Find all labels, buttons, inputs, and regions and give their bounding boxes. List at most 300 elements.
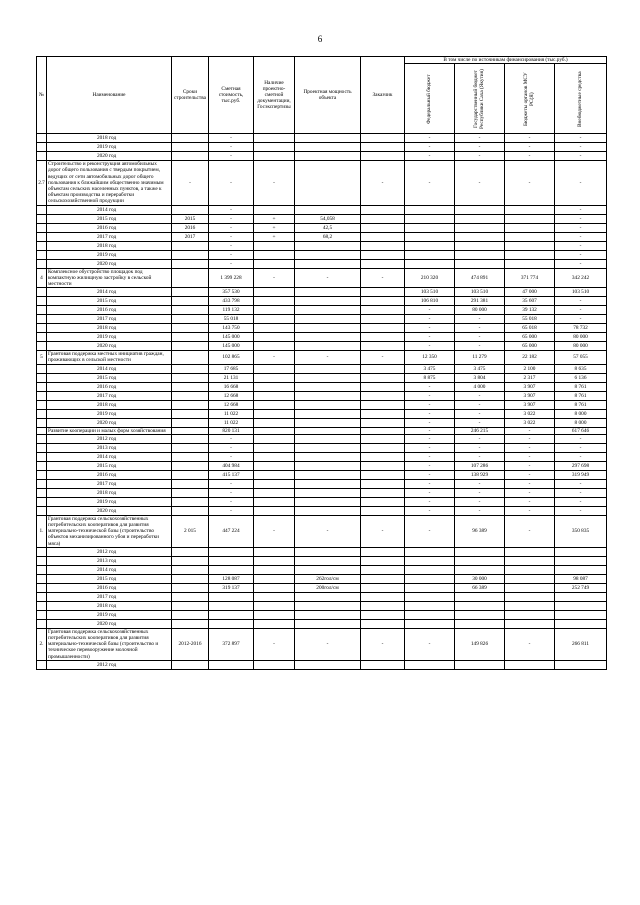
row-state: - (455, 342, 505, 351)
row-terms (172, 306, 209, 315)
row-num (37, 497, 47, 506)
row-name: 2016 год (47, 223, 172, 232)
row-capacity (295, 409, 361, 418)
row-capacity (295, 565, 361, 574)
row-capacity (295, 610, 361, 619)
row-extra: 57 055 (555, 351, 607, 364)
row-name: 2017 год (47, 315, 172, 324)
row-capacity (295, 259, 361, 268)
row-local: 2 100 (505, 364, 555, 373)
row-num (37, 400, 47, 409)
row-name: 2018 год (47, 134, 172, 143)
row-docs (254, 488, 295, 497)
row-cost: 102 865 (209, 351, 254, 364)
row-customer (361, 479, 405, 488)
table-row (37, 223, 607, 232)
row-terms (172, 297, 209, 306)
row-local: - (505, 134, 555, 143)
row-name: 2017 год (47, 592, 172, 601)
row-terms (172, 660, 209, 669)
row-federal: 3 475 (405, 364, 455, 373)
row-customer: - (361, 161, 405, 205)
row-federal: - (405, 400, 455, 409)
row-cost: 17 685 (209, 364, 254, 373)
table-row (37, 619, 607, 628)
row-terms (172, 205, 209, 214)
row-extra: - (555, 452, 607, 461)
row-num (37, 434, 47, 443)
row-name: 2016 год (47, 382, 172, 391)
row-customer (361, 488, 405, 497)
table-row (37, 488, 607, 497)
row-capacity: 42,5 (295, 223, 361, 232)
row-federal: - (405, 497, 455, 506)
row-state (455, 660, 505, 669)
row-cost: 372 897 (209, 628, 254, 660)
row-capacity (295, 161, 361, 205)
row-state: - (455, 400, 505, 409)
row-local (505, 223, 555, 232)
row-local: - (505, 443, 555, 452)
row-local: - (505, 479, 555, 488)
row-local (505, 660, 555, 669)
row-docs (254, 297, 295, 306)
row-extra: - (555, 306, 607, 315)
row-capacity (295, 324, 361, 333)
row-customer (361, 470, 405, 479)
row-terms: 2017 (172, 232, 209, 241)
row-num (37, 660, 47, 669)
row-state: 80 000 (455, 306, 505, 315)
table-row (37, 373, 607, 382)
row-federal: - (405, 443, 455, 452)
row-terms: 2016 (172, 223, 209, 232)
row-extra: - (555, 241, 607, 250)
row-num (37, 214, 47, 223)
row-customer (361, 134, 405, 143)
row-name: Комплексное обустройство площадок под компактную жилищную застройку в сельской местности (47, 268, 172, 288)
row-federal: 8 875 (405, 373, 455, 382)
row-capacity (295, 143, 361, 152)
row-state: - (455, 333, 505, 342)
row-docs (254, 556, 295, 565)
row-customer (361, 610, 405, 619)
table-row (37, 547, 607, 556)
row-state (455, 250, 505, 259)
row-terms (172, 418, 209, 427)
row-terms (172, 351, 209, 364)
row-docs (254, 250, 295, 259)
row-docs: - (254, 628, 295, 660)
row-docs (254, 306, 295, 315)
table-row (37, 515, 607, 547)
row-state: - (455, 315, 505, 324)
row-capacity (295, 479, 361, 488)
row-extra: - (555, 297, 607, 306)
row-num (37, 583, 47, 592)
financing-table (36, 56, 607, 670)
row-capacity (295, 592, 361, 601)
header-financing: В том числе по источникам финансирования (тыс.руб.) (405, 57, 607, 64)
row-local: - (505, 143, 555, 152)
row-capacity (295, 342, 361, 351)
row-state (455, 241, 505, 250)
row-federal (405, 592, 455, 601)
row-docs (254, 400, 295, 409)
row-local (505, 619, 555, 628)
row-terms (172, 619, 209, 628)
row-capacity (295, 241, 361, 250)
row-cost: - (209, 434, 254, 443)
row-local: 65 000 (505, 342, 555, 351)
row-cost: 21 131 (209, 373, 254, 382)
row-extra (555, 592, 607, 601)
row-cost: 404 984 (209, 461, 254, 470)
row-cost (209, 565, 254, 574)
row-state: - (455, 479, 505, 488)
row-state: - (455, 134, 505, 143)
row-num (37, 488, 47, 497)
row-cost: - (209, 134, 254, 143)
row-local (505, 547, 555, 556)
row-terms (172, 547, 209, 556)
row-state: - (455, 324, 505, 333)
row-num (37, 427, 47, 434)
row-name: 2014 год (47, 565, 172, 574)
row-customer (361, 574, 405, 583)
row-cost: - (209, 241, 254, 250)
row-capacity (295, 488, 361, 497)
row-terms (172, 434, 209, 443)
row-federal: 106 810 (405, 297, 455, 306)
row-extra: - (555, 506, 607, 515)
row-federal (405, 660, 455, 669)
row-customer (361, 400, 405, 409)
table-row (37, 556, 607, 565)
row-num (37, 610, 47, 619)
row-terms (172, 592, 209, 601)
table-row (37, 565, 607, 574)
row-capacity: 54,058 (295, 214, 361, 223)
row-name: 2018 год (47, 324, 172, 333)
row-docs (254, 479, 295, 488)
row-federal: - (405, 143, 455, 152)
row-terms (172, 288, 209, 297)
row-name: 2019 год (47, 250, 172, 259)
row-state: 3 804 (455, 373, 505, 382)
row-capacity (295, 601, 361, 610)
row-extra: 617 646 (555, 427, 607, 434)
row-federal: - (405, 315, 455, 324)
row-name: 2019 год (47, 409, 172, 418)
row-extra: 319 949 (555, 470, 607, 479)
row-num (37, 373, 47, 382)
row-docs (254, 574, 295, 583)
table-row (37, 351, 607, 364)
row-state: 4 000 (455, 382, 505, 391)
header-state-label: Государственный бюджет Республики Саха (Якутия) (473, 68, 486, 129)
row-name: 2018 год (47, 601, 172, 610)
row-extra: 98 087 (555, 574, 607, 583)
row-terms (172, 497, 209, 506)
row-capacity (295, 391, 361, 400)
row-terms (172, 443, 209, 452)
row-federal: - (405, 434, 455, 443)
row-state (455, 259, 505, 268)
row-state (455, 565, 505, 574)
row-extra: - (555, 205, 607, 214)
row-state: - (455, 409, 505, 418)
row-num (37, 574, 47, 583)
row-customer (361, 364, 405, 373)
row-name: 2016 год (47, 583, 172, 592)
row-state (455, 547, 505, 556)
row-capacity: - (295, 628, 361, 660)
row-local: 35 607 (505, 297, 555, 306)
row-num (37, 241, 47, 250)
row-num (37, 418, 47, 427)
row-extra: 80 000 (555, 342, 607, 351)
header-name: Наименование (47, 57, 172, 134)
row-terms (172, 143, 209, 152)
row-cost: 357 530 (209, 288, 254, 297)
row-state (455, 205, 505, 214)
row-name: Развитие кооперации и малых форм хозяйствования (47, 427, 172, 434)
row-num (37, 143, 47, 152)
row-capacity (295, 461, 361, 470)
row-customer (361, 250, 405, 259)
row-capacity: - (295, 351, 361, 364)
row-state: - (455, 434, 505, 443)
row-federal (405, 574, 455, 583)
row-state: 246 215 (455, 427, 505, 434)
row-extra: 252 749 (555, 583, 607, 592)
row-docs (254, 391, 295, 400)
row-name: Строительство и реконструкция автомобильных дорог общего пользования с твердым покрытием, ведущих от сети автомобильных дорог общего пользования к ближайшим общественно значимым объектам сельских населенных пунктов, а также к объектам производства и переработки сельскохозяйственной продукции (47, 161, 172, 205)
row-num (37, 506, 47, 515)
row-state: - (455, 152, 505, 161)
row-terms (172, 610, 209, 619)
table-row (37, 434, 607, 443)
row-cost: - (209, 488, 254, 497)
row-docs: - (254, 515, 295, 547)
row-name: 2019 год (47, 610, 172, 619)
header-extra (555, 64, 607, 134)
row-num: 4 (37, 268, 47, 288)
row-state: 107 286 (455, 461, 505, 470)
row-capacity (295, 556, 361, 565)
row-cost: - (209, 259, 254, 268)
row-terms (172, 565, 209, 574)
row-federal: - (405, 488, 455, 497)
row-terms (172, 373, 209, 382)
row-docs (254, 418, 295, 427)
row-customer (361, 583, 405, 592)
row-capacity: 200гол/см (295, 583, 361, 592)
row-num (37, 250, 47, 259)
row-capacity (295, 452, 361, 461)
row-federal: - (405, 628, 455, 660)
row-cost (209, 601, 254, 610)
row-local (505, 583, 555, 592)
row-docs (254, 427, 295, 434)
row-extra (555, 601, 607, 610)
row-state (455, 223, 505, 232)
row-extra: - (555, 143, 607, 152)
header-capacity: Проектная мощность объекта (295, 57, 361, 134)
row-cost: 820 131 (209, 427, 254, 434)
table-row (37, 333, 607, 342)
row-extra: - (555, 152, 607, 161)
row-num (37, 461, 47, 470)
row-docs (254, 205, 295, 214)
row-state: - (455, 452, 505, 461)
row-federal: - (405, 515, 455, 547)
row-local: 55 018 (505, 315, 555, 324)
row-local: - (505, 427, 555, 434)
row-terms (172, 391, 209, 400)
row-local: 371 774 (505, 268, 555, 288)
row-federal (405, 205, 455, 214)
row-federal (405, 259, 455, 268)
row-local (505, 241, 555, 250)
row-state: 149 826 (455, 628, 505, 660)
row-customer (361, 452, 405, 461)
row-capacity (295, 400, 361, 409)
row-num (37, 342, 47, 351)
row-cost: 119 132 (209, 306, 254, 315)
row-num (37, 232, 47, 241)
row-capacity (295, 205, 361, 214)
row-num (37, 565, 47, 574)
row-num (37, 306, 47, 315)
row-capacity (295, 152, 361, 161)
row-cost (209, 592, 254, 601)
row-cost: - (209, 214, 254, 223)
row-state: 138 929 (455, 470, 505, 479)
row-customer (361, 306, 405, 315)
row-docs (254, 565, 295, 574)
row-cost: 145 000 (209, 342, 254, 351)
row-cost: 11 022 (209, 409, 254, 418)
row-state (455, 592, 505, 601)
row-terms (172, 574, 209, 583)
row-docs (254, 592, 295, 601)
row-customer (361, 214, 405, 223)
row-terms (172, 152, 209, 161)
row-cost: - (209, 250, 254, 259)
row-terms (172, 400, 209, 409)
row-extra: 266 811 (555, 628, 607, 660)
row-customer (361, 143, 405, 152)
row-name: 2020 год (47, 506, 172, 515)
row-local: 65 000 (505, 333, 555, 342)
row-capacity (295, 427, 361, 434)
page-number: 6 (317, 34, 323, 44)
row-name: 2014 год (47, 452, 172, 461)
row-num (37, 382, 47, 391)
row-state: 66 389 (455, 583, 505, 592)
row-cost: - (209, 497, 254, 506)
header-federal-label: Федеральный бюджет (426, 73, 433, 124)
row-local (505, 250, 555, 259)
row-federal (405, 223, 455, 232)
table-row (37, 418, 607, 427)
row-docs: - (254, 351, 295, 364)
table-row (37, 268, 607, 288)
row-name: 2015 год (47, 574, 172, 583)
row-terms (172, 556, 209, 565)
row-customer (361, 315, 405, 324)
row-docs (254, 324, 295, 333)
header-local-label: Бюджеты органов МСУ РС(Я) (523, 71, 536, 126)
row-local: 3 022 (505, 418, 555, 427)
row-federal: - (405, 506, 455, 515)
row-name: 2013 год (47, 556, 172, 565)
row-federal: - (405, 391, 455, 400)
row-num (37, 619, 47, 628)
row-num (37, 391, 47, 400)
row-cost: - (209, 152, 254, 161)
row-customer (361, 152, 405, 161)
table-row (37, 288, 607, 297)
row-name: 2020 год (47, 342, 172, 351)
row-terms (172, 382, 209, 391)
row-num: 5 (37, 351, 47, 364)
row-state: - (455, 488, 505, 497)
row-state (455, 232, 505, 241)
row-customer (361, 601, 405, 610)
row-extra: 8 761 (555, 382, 607, 391)
table-row (37, 306, 607, 315)
table-header (37, 57, 607, 134)
row-local: 3 907 (505, 382, 555, 391)
row-capacity (295, 547, 361, 556)
table-row (37, 427, 607, 434)
row-terms: 2012-2016 (172, 628, 209, 660)
table-row (37, 161, 607, 205)
row-docs: + (254, 214, 295, 223)
row-extra: 8 761 (555, 400, 607, 409)
row-federal (405, 601, 455, 610)
row-cost: - (209, 205, 254, 214)
row-cost: - (209, 232, 254, 241)
row-customer (361, 592, 405, 601)
row-federal: - (405, 409, 455, 418)
row-cost: 447 224 (209, 515, 254, 547)
row-cost: - (209, 479, 254, 488)
row-federal: - (405, 152, 455, 161)
header-cost: Сметная стоимость, тыс.руб. (209, 57, 254, 134)
row-docs (254, 315, 295, 324)
row-extra: 8 635 (555, 364, 607, 373)
row-name: 2020 год (47, 619, 172, 628)
row-docs (254, 610, 295, 619)
table-row (37, 143, 607, 152)
row-state (455, 610, 505, 619)
row-num (37, 152, 47, 161)
row-extra: 8 000 (555, 409, 607, 418)
row-terms (172, 134, 209, 143)
row-name: 2017 год (47, 232, 172, 241)
row-docs (254, 364, 295, 373)
row-extra: - (555, 214, 607, 223)
row-name: 2015 год (47, 214, 172, 223)
row-customer (361, 232, 405, 241)
row-extra: - (555, 315, 607, 324)
row-state: - (455, 391, 505, 400)
row-federal (405, 232, 455, 241)
